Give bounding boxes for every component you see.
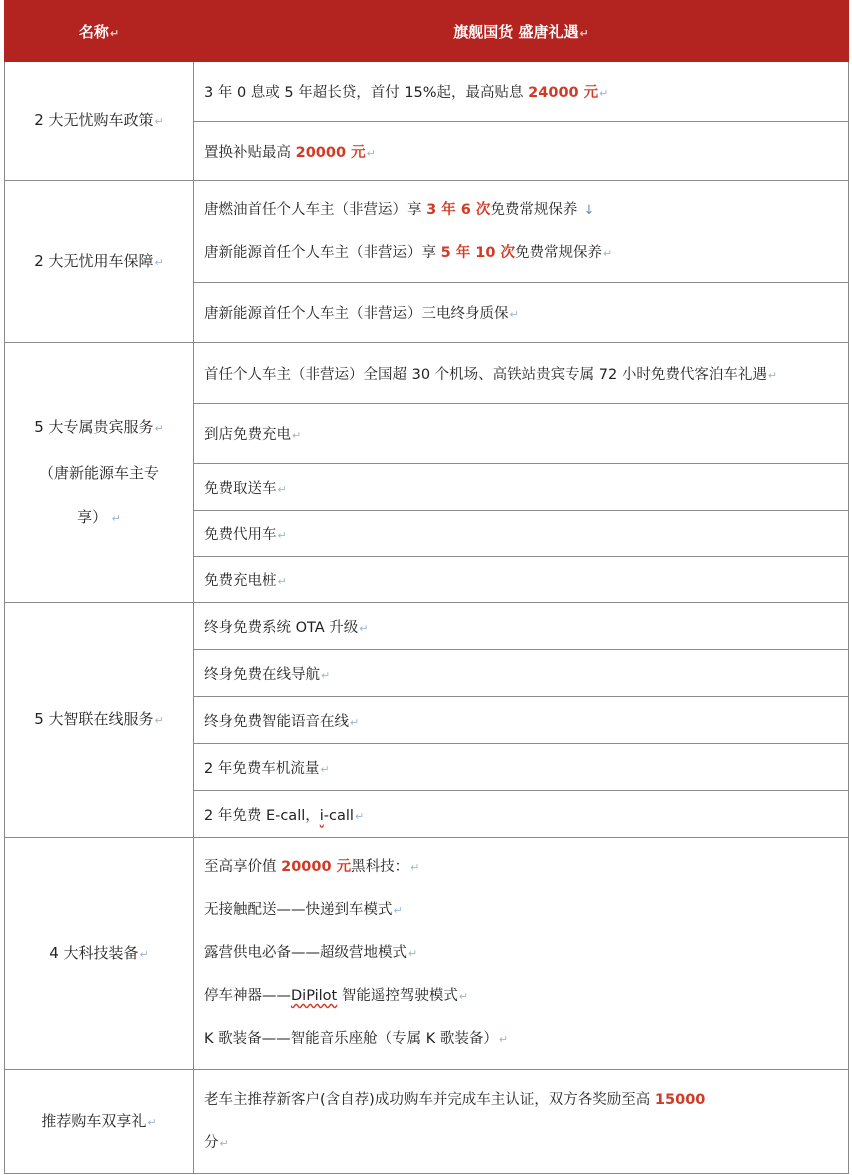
- table-row: [5, 838, 849, 1070]
- vip-item-2: 到店免费充电↵: [194, 404, 849, 464]
- purchase-item-1: 3 年 0 息或 5 年超长贷，首付 15%起，最高贴息 24000 元↵: [194, 62, 849, 122]
- table-row: [5, 603, 849, 650]
- referral-item: 老车主推荐新客户(含自荐)成功购车并完成车主认证，双方各奖励至高 15000 分↵: [194, 1070, 849, 1174]
- smart-item-3: 终身免费智能语音在线↵: [194, 697, 849, 744]
- header-name: 名称↵: [5, 1, 194, 62]
- smart-item-5: 2 年免费 E-call，i-call↵: [194, 791, 849, 838]
- smart-item-4: 2 年免费车机流量↵: [194, 744, 849, 791]
- smart-item-2: 终身免费在线导航↵: [194, 650, 849, 697]
- table-header-row: [5, 1, 849, 62]
- table-row: [5, 62, 849, 122]
- vip-item-5: 免费充电桩↵: [194, 557, 849, 603]
- row-label-smart: 5 大智联在线服务↵: [5, 603, 194, 838]
- header-title: 旗舰国货 盛唐礼遇↵: [194, 1, 849, 62]
- row-label-vip: 5 大专属贵宾服务↵ （唐新能源车主专 享） ↵: [5, 343, 194, 603]
- usage-item-1: 唐燃油首任个人车主（非营运）享 3 年 6 次免费常规保养 ↓ 唐新能源首任个人车主（非营运）享 5 年 10 次免费常规保养↵: [194, 181, 849, 283]
- row-label-referral: 推荐购车双享礼↵: [5, 1070, 194, 1174]
- usage-item-2: 唐新能源首任个人车主（非营运）三电终身质保↵: [194, 283, 849, 343]
- tech-item: 至高享价值 20000 元黑科技：↵ 无接触配送——快递到车模式↵ 露营供电必备——超级营地模式↵ 停车神器——DiPilot 智能遥控驾驶模式↵ K 歌装备——智能音乐座舱（专属 K 歌装备）↵: [194, 838, 849, 1070]
- row-label-purchase: 2 大无忧购车政策↵: [5, 62, 194, 181]
- table-row: [5, 343, 849, 404]
- table-row: [5, 181, 849, 283]
- row-label-tech: 4 大科技装备↵: [5, 838, 194, 1070]
- vip-item-4: 免费代用车↵: [194, 511, 849, 557]
- vip-item-1: 首任个人车主（非营运）全国超 30 个机场、高铁站贵宾专属 72 小时免费代客泊车礼遇↵: [194, 343, 849, 404]
- vip-item-3: 免费取送车↵: [194, 464, 849, 511]
- table-row: [5, 1070, 849, 1174]
- row-label-usage: 2 大无忧用车保障↵: [5, 181, 194, 343]
- purchase-item-2: 置换补贴最高 20000 元↵: [194, 122, 849, 181]
- smart-item-1: 终身免费系统 OTA 升级↵: [194, 603, 849, 650]
- benefits-table: [4, 0, 849, 1174]
